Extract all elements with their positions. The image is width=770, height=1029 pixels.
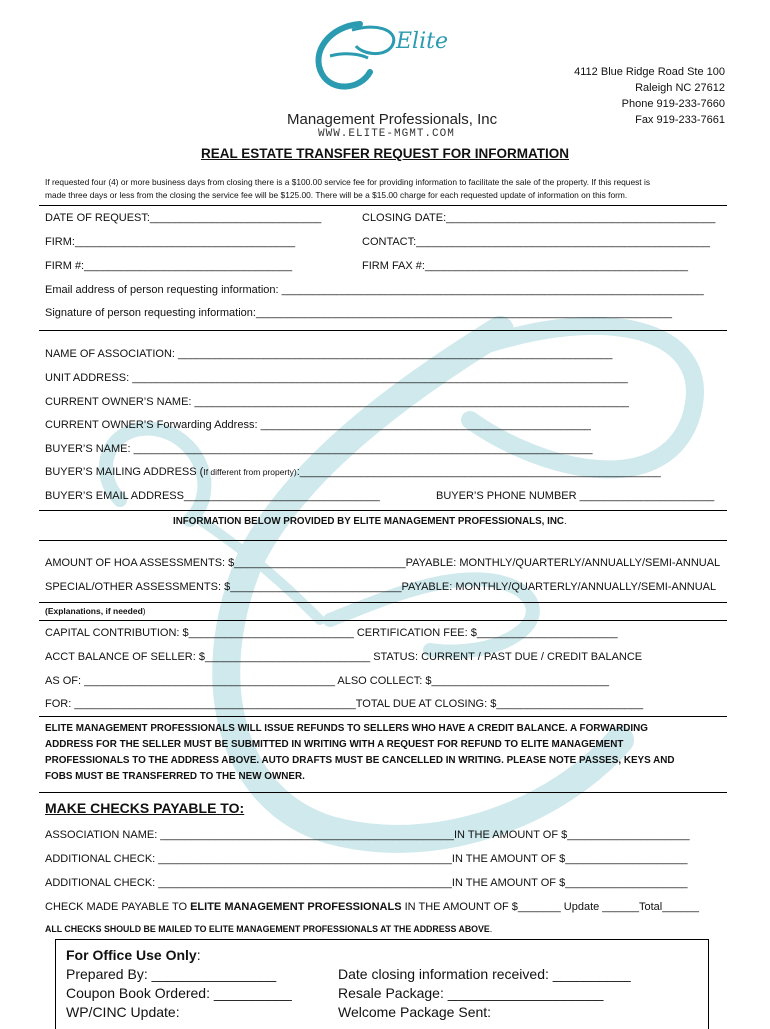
- buyer-phone-field[interactable]: BUYER’S PHONE NUMBER ______________________: [436, 490, 715, 502]
- refund-line-2: ADDRESS FOR THE SELLER MUST BE SUBMITTED IN WRITING WITH A REQUEST FOR REFUND TO ELITE MANAGEMENT: [45, 739, 624, 750]
- prepared-by-field[interactable]: Prepared By: ________________: [66, 966, 277, 982]
- address-line-1: 4112 Blue Ridge Road Ste 100: [574, 66, 725, 78]
- buyer-email-field[interactable]: BUYER’S EMAIL ADDRESS________________________________: [45, 490, 380, 502]
- office-use-heading: [66, 946, 201, 965]
- page-title: REAL ESTATE TRANSFER REQUEST FOR INFORMATION: [200, 146, 569, 161]
- buyer-mailing-address-field[interactable]: [45, 466, 661, 478]
- payable-company: ELITE MANAGEMENT PROFESSIONALS: [190, 901, 402, 913]
- intro-line-1: If requested four (4) or more business days from closing there is a $100.00 service fee for providing information to facilitate the sale of the property. If this request is: [45, 177, 651, 187]
- divider: [39, 620, 727, 621]
- divider: [39, 540, 727, 541]
- contact-field[interactable]: CONTACT:________________________________________________: [362, 236, 710, 248]
- buyer-mailing-note: If different from property): [203, 467, 297, 477]
- acct-balance-field[interactable]: ACCT BALANCE OF SELLER: $___________________________ STATUS: CURRENT / PAST DUE / CREDIT BALANCE: [45, 651, 643, 663]
- office-heading-text: For Office Use Only: [66, 947, 197, 963]
- association-name-field[interactable]: NAME OF ASSOCIATION: _______________________________________________________________________: [45, 348, 613, 360]
- signature-field[interactable]: Signature of person requesting information:____________________________________________________________________: [45, 307, 672, 319]
- wp-cinc-field[interactable]: WP/CINC Update:: [66, 1004, 180, 1020]
- current-owner-name-field[interactable]: CURRENT OWNER’S NAME: _______________________________________________________________________: [45, 396, 629, 408]
- refund-line-1: ELITE MANAGEMENT PROFESSIONALS WILL ISSUE REFUNDS TO SELLERS WHO HAVE A CREDIT BALANCE. A FORWARDING: [45, 723, 648, 734]
- elite-check-field[interactable]: [45, 901, 699, 913]
- explanations-close: ): [142, 606, 146, 616]
- explanations-label: [45, 606, 146, 616]
- divider: [39, 330, 727, 331]
- office-use-box: [55, 939, 709, 1029]
- date-of-request-field[interactable]: DATE OF REQUEST:____________________________: [45, 212, 322, 224]
- capital-contribution-field[interactable]: CAPITAL CONTRIBUTION: $___________________________ CERTIFICATION FEE: $_______________________: [45, 627, 618, 639]
- explanations-text: (Explanations, if needed: [45, 606, 143, 616]
- elite-heading-text: INFORMATION BELOW PROVIDED BY ELITE MANAGEMENT PROFESSIONALS, INC: [173, 516, 564, 527]
- mail-notice: [45, 924, 492, 934]
- elite-section-heading: [173, 516, 567, 527]
- refund-notice: [45, 721, 675, 785]
- mail-notice-text: ALL CHECKS SHOULD BE MAILED TO ELITE MANAGEMENT PROFESSIONALS AT THE ADDRESS ABOVE: [45, 924, 490, 934]
- payable-post: IN THE AMOUNT OF $_______ Update ______Total______: [401, 901, 699, 913]
- address-block: [574, 64, 725, 128]
- hoa-assessments-field[interactable]: AMOUNT OF HOA ASSESSMENTS: $____________________________PAYABLE: MONTHLY/QUARTERLY/ANNUALLY/SEMI-ANNUAL: [45, 557, 721, 569]
- payable-pre: CHECK MADE PAYABLE TO: [45, 901, 191, 913]
- office-heading-colon: :: [196, 947, 201, 963]
- for-field[interactable]: FOR: ______________________________________________TOTAL DUE AT CLOSING: $________________________: [45, 698, 644, 710]
- email-field[interactable]: Email address of person requesting information: _____________________________________________________________________: [45, 284, 704, 296]
- intro-line-2: made three days or less from the closing the service fee will be $125.00. There will be a $15.00 charge for each requested update of information on this form.: [45, 190, 628, 200]
- company-name: Management Professionals, Inc: [287, 111, 498, 128]
- resale-package-field[interactable]: Resale Package: ____________________: [338, 985, 604, 1001]
- divider: [39, 792, 727, 793]
- divider: [39, 602, 727, 603]
- refund-line-3: PROFESSIONALS TO THE ADDRESS ABOVE. AUTO DRAFTS MUST BE CANCELLED IN WRITING. PLEASE NOTE PASSES, KEYS AND: [45, 755, 675, 766]
- logo-word: Elite: [396, 29, 448, 54]
- phone: Phone 919-233-7660: [621, 98, 725, 110]
- check-association-name-field[interactable]: ASSOCIATION NAME: ________________________________________________IN THE AMOUNT OF $____________________: [45, 829, 690, 841]
- welcome-package-field[interactable]: Welcome Package Sent:: [338, 1004, 492, 1020]
- refund-line-4: FOBS MUST BE TRANSFERRED TO THE NEW OWNER.: [45, 771, 305, 782]
- divider: [39, 205, 727, 206]
- divider: [39, 510, 727, 511]
- additional-check-2-field[interactable]: ADDITIONAL CHECK: ________________________________________________IN THE AMOUNT OF $____________________: [45, 877, 688, 889]
- elite-logo: [300, 12, 500, 112]
- firm-field[interactable]: FIRM:____________________________________: [45, 236, 296, 248]
- elite-heading-period: .: [563, 516, 567, 527]
- owner-forwarding-address-field[interactable]: CURRENT OWNER’S Forwarding Address: ______________________________________________________: [45, 419, 591, 431]
- buyer-mailing-line: :___________________________________________________________: [296, 466, 661, 478]
- intro-text: [45, 176, 650, 202]
- firm-fax-field[interactable]: FIRM FAX #:___________________________________________: [362, 260, 689, 272]
- special-assessments-field[interactable]: SPECIAL/OTHER ASSESSMENTS: $____________________________PAYABLE: MONTHLY/QUARTERLY/ANNUALLY/SEMI-ANNUAL: [45, 581, 717, 593]
- closing-date-field[interactable]: CLOSING DATE:____________________________________________: [362, 212, 716, 224]
- address-line-2: Raleigh NC 27612: [635, 82, 725, 94]
- additional-check-1-field[interactable]: ADDITIONAL CHECK: ________________________________________________IN THE AMOUNT OF $____________________: [45, 853, 688, 865]
- unit-address-field[interactable]: UNIT ADDRESS: _________________________________________________________________________________: [45, 372, 628, 384]
- buyer-name-field[interactable]: BUYER’S NAME: ___________________________________________________________________________: [45, 443, 593, 455]
- website: WWW.ELITE-MGMT.COM: [318, 128, 455, 140]
- coupon-book-field[interactable]: Coupon Book Ordered: __________: [66, 985, 292, 1001]
- mail-notice-period: .: [489, 924, 493, 934]
- make-checks-heading: MAKE CHECKS PAYABLE TO:: [45, 800, 245, 816]
- buyer-mailing-label: BUYER’S MAILING ADDRESS (: [45, 466, 204, 478]
- firm-number-field[interactable]: FIRM #:__________________________________: [45, 260, 293, 272]
- as-of-field[interactable]: AS OF: _________________________________________ ALSO COLLECT: $_____________________________: [45, 675, 609, 687]
- divider: [39, 716, 727, 717]
- fax: Fax 919-233-7661: [635, 114, 725, 126]
- date-closing-received-field[interactable]: Date closing information received: __________: [338, 966, 631, 982]
